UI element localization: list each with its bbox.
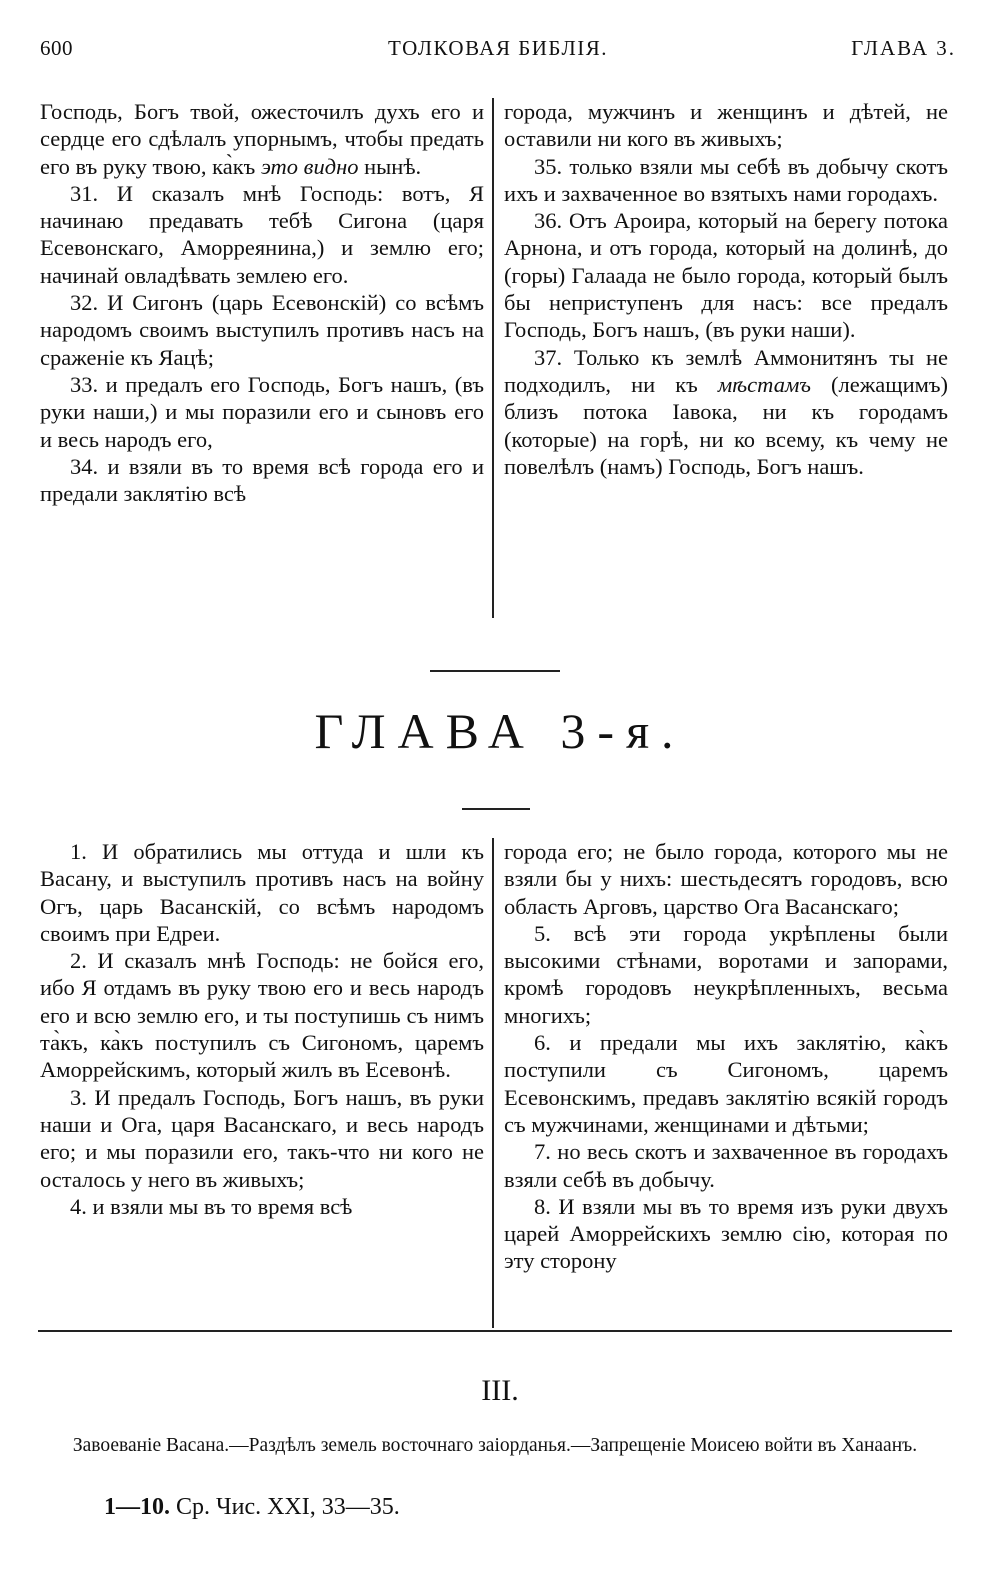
verse-text: 37. Только къ землѣ Аммонитянъ ты не подходилъ, ни къ — [504, 344, 948, 397]
top-right-column — [494, 98, 948, 618]
verse-text: 8. И взяли мы въ то время изъ руки двухъ царей Аморрейскихъ землю сію, которая по эту сторону — [504, 1193, 948, 1274]
verse-text-continued: (лежащимъ) близъ потока Іавока, ни къ городамъ (которые) на горѣ, ни ко всему, къ чему не повелѣлъ (намъ) Господь, Богъ нашъ. — [504, 371, 948, 479]
bottom-two-column-text — [40, 838, 950, 1328]
verse-paragraph — [40, 98, 484, 180]
verse-paragraph — [40, 838, 484, 947]
verse-paragraph — [40, 453, 484, 508]
verse-text: города его; не было города, которого мы не взяли бы у нихъ: шестьдесятъ городовъ, всю область Арговъ, царство Ога Васанскаго; — [504, 839, 948, 919]
book-title: ТОЛКОВАЯ БИБЛІЯ. — [388, 36, 608, 60]
verse-text: 32. И Сигонъ (царь Есевонскій) со всѣмъ народомъ своимъ выступилъ противъ насъ на сраженіе къ Яацѣ; — [40, 290, 484, 370]
top-two-column-text — [40, 98, 950, 618]
verse-text: 33. и предалъ его Господь, Богъ нашъ, (въ руки наши,) и мы поразили его и сыновъ его и весь народъ его, — [40, 371, 484, 452]
verse-paragraph — [504, 920, 948, 1029]
divider-rule — [462, 808, 530, 810]
verse-text: 36. Отъ Ароира, который на берегу потока Арнона, и отъ города, который на долинѣ, до (горы) Галаада не было города, который былъ бы неприступенъ для насъ: все предалъ Господь, Богъ нашъ, (въ руки наши). — [504, 208, 948, 343]
verse-paragraph — [40, 1084, 484, 1193]
verse-italic-text: мѣстамъ — [717, 371, 811, 397]
verse-text: 34. и взяли въ то время всѣ города его и предали заклятію всѣ — [40, 453, 484, 507]
verse-text: 2. И сказалъ мнѣ Господь: не бойся его, ибо Я отдамъ въ руку твою его и весь народъ его и всю землю его, и ты поступишь съ нимъ та̀къ, ка̀къ поступилъ съ Сигономъ, царемъ Аморрейскимъ, который жилъ въ Есевонѣ. — [40, 948, 484, 1083]
commentary-summary: Завоеваніе Васана.—Раздѣлъ земель восточнаго заіорданья.—Запрещеніе Моисею войти въ Ханаанъ. — [72, 1435, 918, 1456]
verse-paragraph — [40, 371, 484, 453]
verse-paragraph — [40, 289, 484, 371]
cross-reference: Ср. Чис. XXI, 33—35. — [170, 1494, 400, 1520]
verse-paragraph — [504, 1138, 948, 1193]
verse-text: 3. И предалъ Господь, Богъ нашъ, въ руки наши и Ога, царя Васанскаго, и весь народъ его; и мы поразили его, такъ-что ни кого не осталось у него въ живыхъ; — [40, 1084, 484, 1192]
verse-paragraph — [40, 1193, 484, 1220]
verse-text: 1. И обратились мы оттуда и шли къ Васану, и выступилъ противъ насъ на войну Огъ, царь Васанскій, со всѣмъ народомъ своимъ при Едреи. — [40, 839, 484, 946]
verse-text: города, мужчинъ и женщинъ и дѣтей, не оставили ни кого въ живыхъ; — [504, 99, 948, 152]
commentary-section-number: III. — [481, 1374, 519, 1407]
verse-paragraph — [504, 153, 948, 208]
verse-text: Господь, Богъ твой, ожесточилъ духъ его и сердце его сдѣлалъ упорнымъ, чтобы предать его въ руку твою, ка̀къ — [40, 99, 484, 179]
verse-paragraph — [40, 180, 484, 289]
bottom-right-column — [494, 838, 948, 1328]
verse-text: 7. но весь скотъ и захваченное въ городахъ взяли себѣ въ добычу. — [504, 1139, 948, 1192]
verse-paragraph — [504, 838, 948, 920]
top-left-column — [40, 98, 494, 618]
verse-text-continued: нынѣ. — [358, 153, 422, 179]
verse-text: 35. только взяли мы себѣ въ добычу скотъ ихъ и захваченное во взятыхъ нами городахъ. — [504, 153, 948, 206]
chapter-label: ГЛАВА 3. — [851, 36, 956, 60]
verse-text: 31. И сказалъ мнѣ Господь: вотъ, Я начинаю предавать тебѣ Сигона (царя Есевонскаго, Аморреянина,) и землю его; начинай овладѣвать землею его. — [40, 180, 484, 288]
divider-rule — [430, 670, 560, 672]
verse-paragraph — [504, 1029, 948, 1138]
verse-paragraph — [504, 207, 948, 343]
verse-text: 4. и взяли мы въ то время всѣ — [70, 1193, 353, 1219]
footnote-separator-rule — [38, 1330, 952, 1332]
verse-paragraph — [504, 344, 948, 480]
verse-reference — [104, 1494, 400, 1521]
chapter-heading: ГЛАВА 3-я. — [314, 703, 686, 759]
verse-paragraph — [504, 98, 948, 153]
verse-text: 6. и предали мы ихъ заклятію, ка̀къ поступили съ Сигономъ, царемъ Есевонскимъ, предавъ заклятію всякій городъ съ мужчинами, женщинами и дѣтьми; — [504, 1030, 948, 1137]
verse-range: 1—10. — [104, 1494, 170, 1520]
verse-italic-text: это видно — [260, 153, 359, 179]
running-header — [40, 36, 956, 66]
bottom-left-column — [40, 838, 494, 1328]
page-number: 600 — [40, 36, 73, 60]
verse-paragraph — [40, 947, 484, 1083]
verse-text: 5. всѣ эти города укрѣплены были высокими стѣнами, воротами и запорами, кромѣ городовъ неукрѣпленныхъ, весьма многихъ; — [504, 920, 948, 1028]
verse-paragraph — [504, 1193, 948, 1275]
